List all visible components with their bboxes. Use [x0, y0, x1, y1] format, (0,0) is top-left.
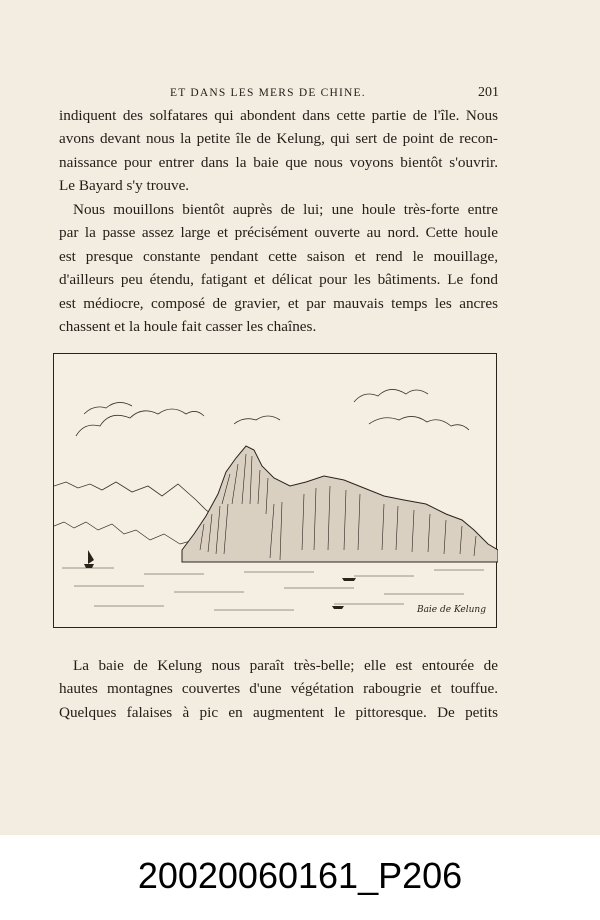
- text-line: indiquent des solfatares qui abondent dans cette partie de l'île. Nous: [59, 107, 498, 124]
- distant-mountains: [54, 482, 214, 516]
- text-line: est presque constante pendant cette saison et rend le mouillage,: [59, 247, 498, 265]
- illustration-frame: [53, 353, 497, 628]
- text-line: avons devant nous la petite île de Kelung, qui sert de point de recon-: [59, 130, 498, 148]
- illustration-caption: Baie de Kelung: [416, 605, 486, 615]
- mid-hills: [54, 522, 204, 544]
- water-lines: [62, 568, 484, 610]
- clouds: [76, 389, 469, 436]
- page-number: 201: [478, 85, 499, 100]
- headland: [182, 446, 498, 562]
- text-line: hautes montagnes couvertes d'une végétation rabougrie et touffue.: [59, 680, 498, 698]
- bay-landscape-illustration: [54, 354, 498, 629]
- text-line: La baie de Kelung nous paraît très-belle; elle est entourée de: [73, 657, 498, 674]
- text-line: Le Bayard s'y trouve.: [59, 177, 190, 195]
- paragraph-2: [59, 198, 498, 338]
- text-line: chassent et la houle fait casser les chaînes.: [59, 317, 317, 335]
- text-line: naissance pour entrer dans la baie que nous voyons bientôt s'ouvrir.: [59, 153, 498, 171]
- text-line: est médiocre, composé de gravier, et par mauvais temps les ancres: [59, 294, 498, 312]
- paragraph-3: [59, 654, 498, 724]
- text-line: d'ailleurs peu étendu, fatigant et délicat pour les bâtiments. Le fond: [59, 271, 498, 289]
- running-head: ET DANS LES MERS DE CHINE.: [170, 87, 366, 99]
- text-line: Quelques falaises à pic en augmentent le pittoresque. De petits: [59, 703, 498, 721]
- text-line: Nous mouillons bientôt auprès de lui; une houle très-forte entre: [73, 201, 498, 218]
- text-line: par la passe assez large et précisément ouverte au nord. Cette houle: [59, 224, 498, 242]
- catalog-number: 20020060161_P206: [137, 855, 463, 896]
- paragraph-1: [59, 104, 498, 198]
